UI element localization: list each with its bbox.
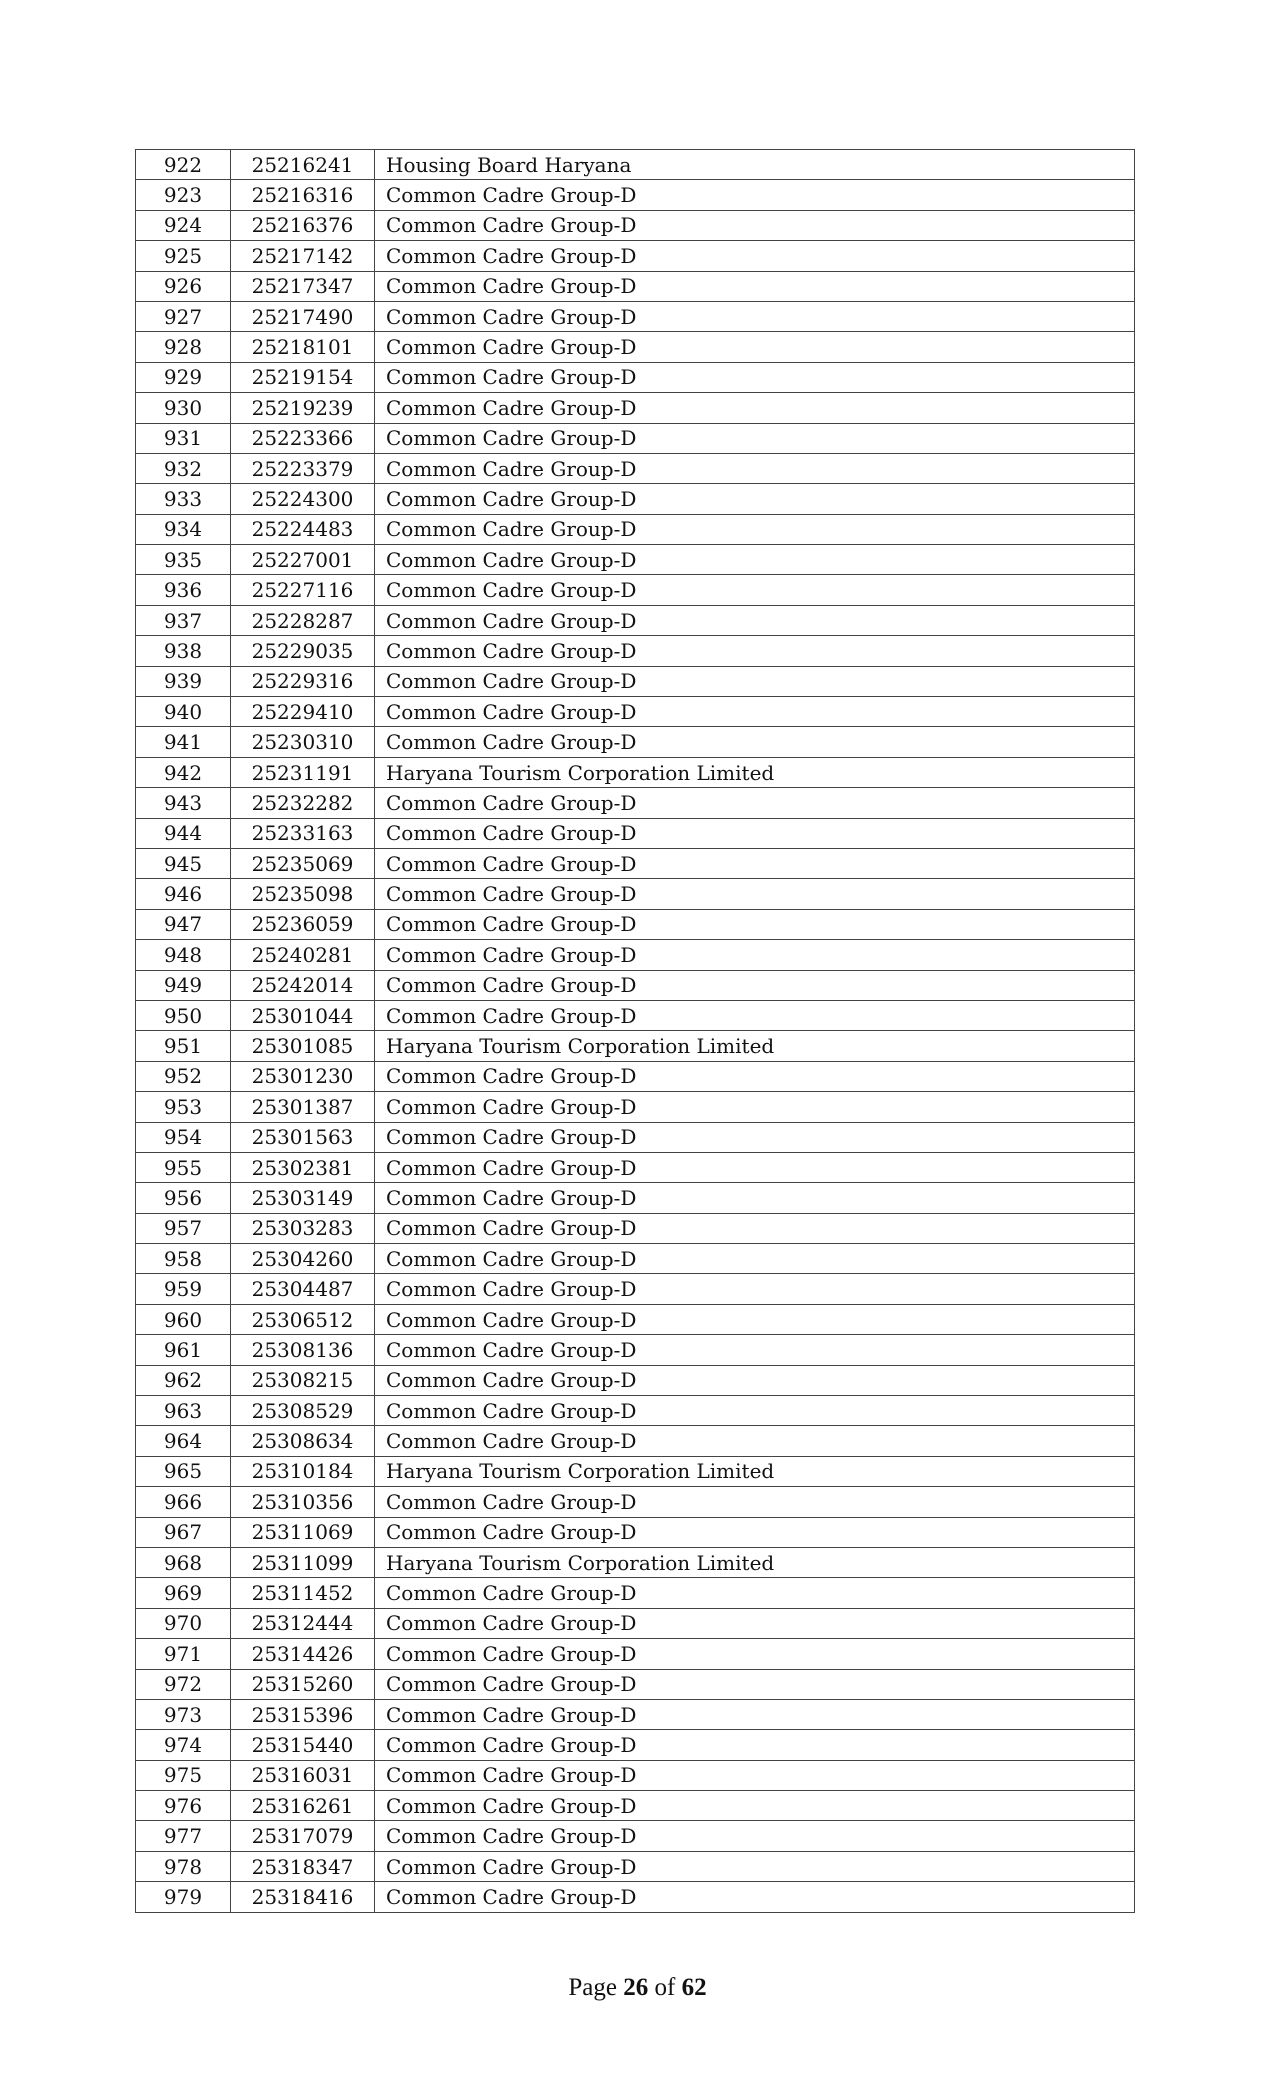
serial-number-cell: 963 bbox=[136, 1396, 231, 1426]
department-cell: Common Cadre Group-D bbox=[375, 940, 1135, 970]
table-row bbox=[136, 1517, 1135, 1547]
serial-number-cell: 948 bbox=[136, 940, 231, 970]
table-row bbox=[136, 545, 1135, 575]
current-page-number: 26 bbox=[623, 1974, 649, 2001]
roll-number-cell: 25223379 bbox=[231, 453, 375, 483]
roll-number-cell: 25216376 bbox=[231, 210, 375, 240]
serial-number-cell: 935 bbox=[136, 545, 231, 575]
roll-number-cell: 25218101 bbox=[231, 332, 375, 362]
serial-number-cell: 923 bbox=[136, 180, 231, 210]
table-row bbox=[136, 727, 1135, 757]
table-row bbox=[136, 909, 1135, 939]
department-cell: Common Cadre Group-D bbox=[375, 909, 1135, 939]
allocation-table bbox=[135, 149, 1135, 1913]
department-cell: Common Cadre Group-D bbox=[375, 1730, 1135, 1760]
department-cell: Common Cadre Group-D bbox=[375, 1304, 1135, 1334]
roll-number-cell: 25306512 bbox=[231, 1304, 375, 1334]
serial-number-cell: 970 bbox=[136, 1608, 231, 1638]
roll-number-cell: 25302381 bbox=[231, 1152, 375, 1182]
table-row bbox=[136, 1183, 1135, 1213]
table-body bbox=[136, 150, 1135, 1913]
table-row bbox=[136, 575, 1135, 605]
department-cell: Common Cadre Group-D bbox=[375, 1244, 1135, 1274]
serial-number-cell: 924 bbox=[136, 210, 231, 240]
serial-number-cell: 976 bbox=[136, 1791, 231, 1821]
roll-number-cell: 25232282 bbox=[231, 788, 375, 818]
roll-number-cell: 25301044 bbox=[231, 1000, 375, 1030]
table-row bbox=[136, 1365, 1135, 1395]
table-row bbox=[136, 1396, 1135, 1426]
serial-number-cell: 938 bbox=[136, 636, 231, 666]
table-row bbox=[136, 1092, 1135, 1122]
roll-number-cell: 25217142 bbox=[231, 241, 375, 271]
table-row bbox=[136, 1699, 1135, 1729]
table-row bbox=[136, 970, 1135, 1000]
roll-number-cell: 25219239 bbox=[231, 393, 375, 423]
serial-number-cell: 927 bbox=[136, 301, 231, 331]
of-label: of bbox=[654, 1974, 676, 2001]
roll-number-cell: 25308215 bbox=[231, 1365, 375, 1395]
table-row bbox=[136, 1760, 1135, 1790]
serial-number-cell: 971 bbox=[136, 1639, 231, 1669]
roll-number-cell: 25317079 bbox=[231, 1821, 375, 1851]
serial-number-cell: 951 bbox=[136, 1031, 231, 1061]
department-cell: Common Cadre Group-D bbox=[375, 1183, 1135, 1213]
table-row bbox=[136, 1456, 1135, 1486]
serial-number-cell: 928 bbox=[136, 332, 231, 362]
department-cell: Common Cadre Group-D bbox=[375, 1152, 1135, 1182]
table-row bbox=[136, 666, 1135, 696]
serial-number-cell: 934 bbox=[136, 514, 231, 544]
serial-number-cell: 966 bbox=[136, 1487, 231, 1517]
serial-number-cell: 969 bbox=[136, 1578, 231, 1608]
department-cell: Common Cadre Group-D bbox=[375, 1122, 1135, 1152]
roll-number-cell: 25304487 bbox=[231, 1274, 375, 1304]
serial-number-cell: 949 bbox=[136, 970, 231, 1000]
roll-number-cell: 25217347 bbox=[231, 271, 375, 301]
serial-number-cell: 955 bbox=[136, 1152, 231, 1182]
serial-number-cell: 926 bbox=[136, 271, 231, 301]
serial-number-cell: 929 bbox=[136, 362, 231, 392]
table-row bbox=[136, 1639, 1135, 1669]
roll-number-cell: 25301387 bbox=[231, 1092, 375, 1122]
department-cell: Common Cadre Group-D bbox=[375, 818, 1135, 848]
table-row bbox=[136, 1304, 1135, 1334]
department-cell: Common Cadre Group-D bbox=[375, 1365, 1135, 1395]
table-row bbox=[136, 271, 1135, 301]
department-cell: Common Cadre Group-D bbox=[375, 575, 1135, 605]
table-row bbox=[136, 1000, 1135, 1030]
roll-number-cell: 25227001 bbox=[231, 545, 375, 575]
roll-number-cell: 25224300 bbox=[231, 484, 375, 514]
roll-number-cell: 25303149 bbox=[231, 1183, 375, 1213]
serial-number-cell: 978 bbox=[136, 1851, 231, 1881]
department-cell: Common Cadre Group-D bbox=[375, 1517, 1135, 1547]
table-row bbox=[136, 1213, 1135, 1243]
roll-number-cell: 25301563 bbox=[231, 1122, 375, 1152]
serial-number-cell: 941 bbox=[136, 727, 231, 757]
roll-number-cell: 25233163 bbox=[231, 818, 375, 848]
department-cell: Common Cadre Group-D bbox=[375, 484, 1135, 514]
department-cell: Common Cadre Group-D bbox=[375, 1608, 1135, 1638]
department-cell: Common Cadre Group-D bbox=[375, 1882, 1135, 1912]
table-row bbox=[136, 1426, 1135, 1456]
serial-number-cell: 965 bbox=[136, 1456, 231, 1486]
serial-number-cell: 959 bbox=[136, 1274, 231, 1304]
table-row bbox=[136, 1851, 1135, 1881]
roll-number-cell: 25311099 bbox=[231, 1547, 375, 1577]
table-row bbox=[136, 636, 1135, 666]
roll-number-cell: 25318347 bbox=[231, 1851, 375, 1881]
table-row bbox=[136, 210, 1135, 240]
department-cell: Common Cadre Group-D bbox=[375, 423, 1135, 453]
roll-number-cell: 25242014 bbox=[231, 970, 375, 1000]
serial-number-cell: 925 bbox=[136, 241, 231, 271]
department-cell: Common Cadre Group-D bbox=[375, 393, 1135, 423]
table-row bbox=[136, 453, 1135, 483]
table-row bbox=[136, 1031, 1135, 1061]
serial-number-cell: 968 bbox=[136, 1547, 231, 1577]
serial-number-cell: 952 bbox=[136, 1061, 231, 1091]
roll-number-cell: 25308634 bbox=[231, 1426, 375, 1456]
roll-number-cell: 25301230 bbox=[231, 1061, 375, 1091]
serial-number-cell: 936 bbox=[136, 575, 231, 605]
department-cell: Common Cadre Group-D bbox=[375, 1639, 1135, 1669]
roll-number-cell: 25231191 bbox=[231, 757, 375, 787]
serial-number-cell: 977 bbox=[136, 1821, 231, 1851]
roll-number-cell: 25311452 bbox=[231, 1578, 375, 1608]
roll-number-cell: 25310356 bbox=[231, 1487, 375, 1517]
department-cell: Common Cadre Group-D bbox=[375, 453, 1135, 483]
department-cell: Common Cadre Group-D bbox=[375, 1669, 1135, 1699]
serial-number-cell: 956 bbox=[136, 1183, 231, 1213]
serial-number-cell: 932 bbox=[136, 453, 231, 483]
table-row bbox=[136, 1152, 1135, 1182]
roll-number-cell: 25216241 bbox=[231, 150, 375, 180]
serial-number-cell: 943 bbox=[136, 788, 231, 818]
roll-number-cell: 25219154 bbox=[231, 362, 375, 392]
roll-number-cell: 25230310 bbox=[231, 727, 375, 757]
department-cell: Housing Board Haryana bbox=[375, 150, 1135, 180]
roll-number-cell: 25316031 bbox=[231, 1760, 375, 1790]
table-row bbox=[136, 1608, 1135, 1638]
table-row bbox=[136, 241, 1135, 271]
department-cell: Common Cadre Group-D bbox=[375, 1699, 1135, 1729]
total-pages-number: 62 bbox=[681, 1974, 707, 2001]
serial-number-cell: 922 bbox=[136, 150, 231, 180]
roll-number-cell: 25315260 bbox=[231, 1669, 375, 1699]
serial-number-cell: 962 bbox=[136, 1365, 231, 1395]
department-cell: Common Cadre Group-D bbox=[375, 788, 1135, 818]
department-cell: Common Cadre Group-D bbox=[375, 545, 1135, 575]
department-cell: Common Cadre Group-D bbox=[375, 727, 1135, 757]
department-cell: Common Cadre Group-D bbox=[375, 1396, 1135, 1426]
page-label: Page bbox=[568, 1974, 618, 2001]
roll-number-cell: 25217490 bbox=[231, 301, 375, 331]
serial-number-cell: 958 bbox=[136, 1244, 231, 1274]
table-row bbox=[136, 1578, 1135, 1608]
roll-number-cell: 25318416 bbox=[231, 1882, 375, 1912]
department-cell: Common Cadre Group-D bbox=[375, 1791, 1135, 1821]
roll-number-cell: 25228287 bbox=[231, 605, 375, 635]
department-cell: Haryana Tourism Corporation Limited bbox=[375, 757, 1135, 787]
department-cell: Common Cadre Group-D bbox=[375, 514, 1135, 544]
serial-number-cell: 945 bbox=[136, 848, 231, 878]
department-cell: Common Cadre Group-D bbox=[375, 1426, 1135, 1456]
department-cell: Common Cadre Group-D bbox=[375, 970, 1135, 1000]
department-cell: Common Cadre Group-D bbox=[375, 1760, 1135, 1790]
roll-number-cell: 25303283 bbox=[231, 1213, 375, 1243]
serial-number-cell: 957 bbox=[136, 1213, 231, 1243]
roll-number-cell: 25229410 bbox=[231, 697, 375, 727]
table-row bbox=[136, 1061, 1135, 1091]
table-row bbox=[136, 1791, 1135, 1821]
serial-number-cell: 954 bbox=[136, 1122, 231, 1152]
department-cell: Common Cadre Group-D bbox=[375, 210, 1135, 240]
department-cell: Common Cadre Group-D bbox=[375, 1274, 1135, 1304]
roll-number-cell: 25224483 bbox=[231, 514, 375, 544]
department-cell: Common Cadre Group-D bbox=[375, 1213, 1135, 1243]
serial-number-cell: 944 bbox=[136, 818, 231, 848]
department-cell: Haryana Tourism Corporation Limited bbox=[375, 1031, 1135, 1061]
table-row bbox=[136, 362, 1135, 392]
table-row bbox=[136, 1882, 1135, 1912]
serial-number-cell: 931 bbox=[136, 423, 231, 453]
department-cell: Common Cadre Group-D bbox=[375, 697, 1135, 727]
roll-number-cell: 25229316 bbox=[231, 666, 375, 696]
table-row bbox=[136, 484, 1135, 514]
department-cell: Common Cadre Group-D bbox=[375, 848, 1135, 878]
department-cell: Common Cadre Group-D bbox=[375, 636, 1135, 666]
roll-number-cell: 25227116 bbox=[231, 575, 375, 605]
department-cell: Common Cadre Group-D bbox=[375, 1335, 1135, 1365]
table-row bbox=[136, 1669, 1135, 1699]
roll-number-cell: 25223366 bbox=[231, 423, 375, 453]
table-row bbox=[136, 1122, 1135, 1152]
roll-number-cell: 25314426 bbox=[231, 1639, 375, 1669]
table-row bbox=[136, 818, 1135, 848]
department-cell: Common Cadre Group-D bbox=[375, 879, 1135, 909]
table-row bbox=[136, 423, 1135, 453]
table-row bbox=[136, 879, 1135, 909]
serial-number-cell: 933 bbox=[136, 484, 231, 514]
serial-number-cell: 953 bbox=[136, 1092, 231, 1122]
department-cell: Common Cadre Group-D bbox=[375, 1061, 1135, 1091]
page-footer bbox=[0, 1974, 1275, 2002]
roll-number-cell: 25240281 bbox=[231, 940, 375, 970]
table-row bbox=[136, 1821, 1135, 1851]
department-cell: Common Cadre Group-D bbox=[375, 332, 1135, 362]
roll-number-cell: 25315440 bbox=[231, 1730, 375, 1760]
serial-number-cell: 961 bbox=[136, 1335, 231, 1365]
department-cell: Common Cadre Group-D bbox=[375, 1487, 1135, 1517]
roll-number-cell: 25304260 bbox=[231, 1244, 375, 1274]
department-cell: Common Cadre Group-D bbox=[375, 666, 1135, 696]
serial-number-cell: 942 bbox=[136, 757, 231, 787]
table-row bbox=[136, 1487, 1135, 1517]
roll-number-cell: 25229035 bbox=[231, 636, 375, 666]
roll-number-cell: 25216316 bbox=[231, 180, 375, 210]
table-row bbox=[136, 940, 1135, 970]
table-row bbox=[136, 180, 1135, 210]
serial-number-cell: 960 bbox=[136, 1304, 231, 1334]
department-cell: Haryana Tourism Corporation Limited bbox=[375, 1456, 1135, 1486]
table-row bbox=[136, 788, 1135, 818]
roll-number-cell: 25312444 bbox=[231, 1608, 375, 1638]
serial-number-cell: 946 bbox=[136, 879, 231, 909]
serial-number-cell: 930 bbox=[136, 393, 231, 423]
table-row bbox=[136, 332, 1135, 362]
roll-number-cell: 25236059 bbox=[231, 909, 375, 939]
department-cell: Common Cadre Group-D bbox=[375, 271, 1135, 301]
table-row bbox=[136, 393, 1135, 423]
roll-number-cell: 25316261 bbox=[231, 1791, 375, 1821]
table-row bbox=[136, 1547, 1135, 1577]
serial-number-cell: 975 bbox=[136, 1760, 231, 1790]
roll-number-cell: 25308136 bbox=[231, 1335, 375, 1365]
serial-number-cell: 940 bbox=[136, 697, 231, 727]
table-row bbox=[136, 848, 1135, 878]
department-cell: Common Cadre Group-D bbox=[375, 1092, 1135, 1122]
roll-number-cell: 25235069 bbox=[231, 848, 375, 878]
table-row bbox=[136, 1244, 1135, 1274]
serial-number-cell: 937 bbox=[136, 605, 231, 635]
table-row bbox=[136, 605, 1135, 635]
department-cell: Common Cadre Group-D bbox=[375, 301, 1135, 331]
roll-number-cell: 25311069 bbox=[231, 1517, 375, 1547]
table-row bbox=[136, 1274, 1135, 1304]
table-row bbox=[136, 757, 1135, 787]
serial-number-cell: 979 bbox=[136, 1882, 231, 1912]
roll-number-cell: 25301085 bbox=[231, 1031, 375, 1061]
table-row bbox=[136, 150, 1135, 180]
roll-number-cell: 25235098 bbox=[231, 879, 375, 909]
department-cell: Common Cadre Group-D bbox=[375, 1851, 1135, 1881]
serial-number-cell: 974 bbox=[136, 1730, 231, 1760]
serial-number-cell: 973 bbox=[136, 1699, 231, 1729]
roll-number-cell: 25308529 bbox=[231, 1396, 375, 1426]
serial-number-cell: 950 bbox=[136, 1000, 231, 1030]
serial-number-cell: 939 bbox=[136, 666, 231, 696]
table-row bbox=[136, 1730, 1135, 1760]
serial-number-cell: 964 bbox=[136, 1426, 231, 1456]
department-cell: Common Cadre Group-D bbox=[375, 1000, 1135, 1030]
department-cell: Haryana Tourism Corporation Limited bbox=[375, 1547, 1135, 1577]
department-cell: Common Cadre Group-D bbox=[375, 605, 1135, 635]
serial-number-cell: 972 bbox=[136, 1669, 231, 1699]
serial-number-cell: 967 bbox=[136, 1517, 231, 1547]
table-row bbox=[136, 301, 1135, 331]
table-row bbox=[136, 1335, 1135, 1365]
department-cell: Common Cadre Group-D bbox=[375, 180, 1135, 210]
table-row bbox=[136, 514, 1135, 544]
department-cell: Common Cadre Group-D bbox=[375, 241, 1135, 271]
serial-number-cell: 947 bbox=[136, 909, 231, 939]
roll-number-cell: 25315396 bbox=[231, 1699, 375, 1729]
department-cell: Common Cadre Group-D bbox=[375, 1821, 1135, 1851]
roll-number-cell: 25310184 bbox=[231, 1456, 375, 1486]
department-cell: Common Cadre Group-D bbox=[375, 362, 1135, 392]
department-cell: Common Cadre Group-D bbox=[375, 1578, 1135, 1608]
table-row bbox=[136, 697, 1135, 727]
